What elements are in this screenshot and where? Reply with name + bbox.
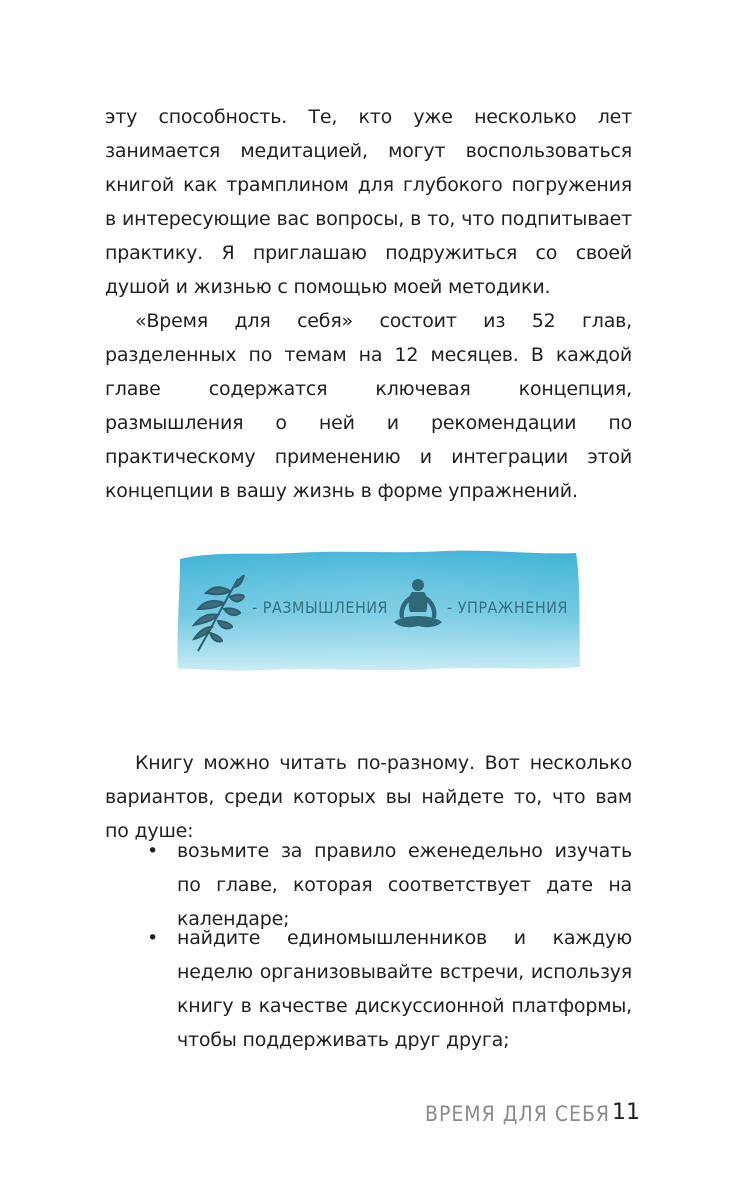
meditation-figure-icon — [390, 578, 446, 634]
leaf-icon — [190, 575, 245, 655]
list-item — [147, 921, 632, 1057]
paragraph-intro-continuation: эту способность. Те, кто уже несколько лет занимается медитацией, могут воспользоваться книгой как трамплином для глубокого погружения в интересующие вас вопросы, в то, что подпитывает практику. Я приглашаю подружиться со своей душой и жизнью с помощью моей методики. — [105, 106, 632, 298]
list-item-text: возьмите за правило еженедельно изучать по главе, которая соответствует дате на календаре; — [177, 840, 632, 930]
legend-exercises-label: - УПРАЖНЕНИЯ — [447, 598, 568, 617]
page-number: 11 — [612, 1100, 640, 1125]
paragraph-book-structure: «Время для себя» состоит из 52 глав, разделенных по темам на 12 месяцев. В каждой главе содержатся ключевая концепция, размышления о ней и рекомендации по практическому применению и интеграции этой концепции в вашу жизнь в форме упражнений. — [105, 310, 632, 502]
list-item-text: найдите единомышленников и каждую неделю организовывайте встречи, используя книгу в качестве дискуссионной платформы, чтобы поддерживать друг друга; — [177, 927, 632, 1051]
running-footer-title: ВРЕМЯ ДЛЯ СЕБЯ — [425, 1102, 611, 1126]
bullet-icon: • — [147, 927, 159, 949]
bullet-icon: • — [147, 840, 159, 862]
legend-reflections-label: - РАЗМЫШЛЕНИЯ — [252, 598, 389, 617]
paragraph-reading-options: Книгу можно читать по-разному. Вот несколько вариантов, среди которых вы найдете то, что вам по душе: — [105, 752, 632, 842]
